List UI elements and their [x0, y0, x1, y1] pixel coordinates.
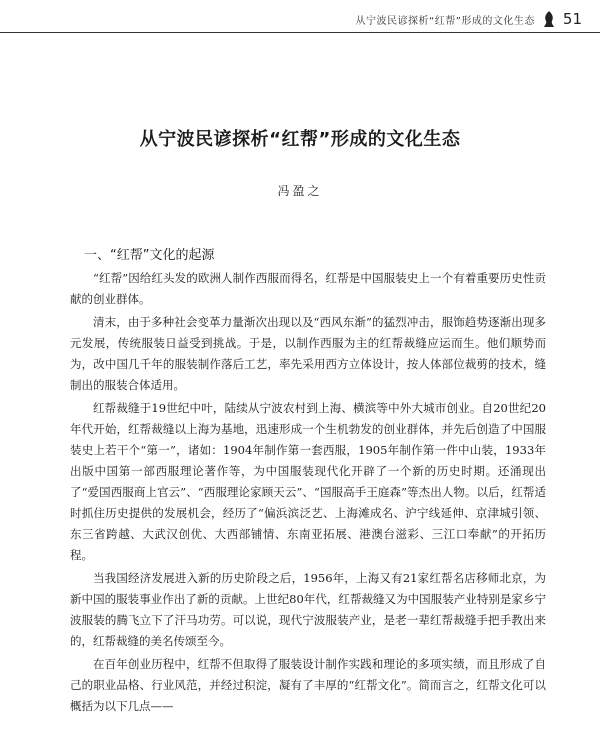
page-number: 51	[562, 10, 582, 28]
article-author: 冯盈之	[277, 184, 323, 198]
paragraph: 红帮裁缝于19世纪中叶，陆续从宁波农村到上海、横滨等中外大城市创业。自20世纪20年代开始，红帮裁缝以上海为基地，迅速形成一个生机勃发的创业群体，并先后创造了中国服装史上若干个“第一”，诸如：1904年制作第一套西服，1905年制作第一件中山装，1933年出版中国第一部西服理论著作等，为中国服装现代化开辟了一个新的历史时期。还涌现出了“爱国西服商上官云”、“西服理论家顾天云”、“国服高手王庭森”等杰出人物。以后，红帮适时抓住历史提供的发展机会，经历了“偏浜滨泛艺、上海滩成名、沪宁线延伸、京津城引领、东三省跨越、大武汉创优、大西部铺情、东南亚拓展、港澳台滋彩、三江口奉献”的开拓历程。	[70, 401, 546, 562]
header-rule	[0, 32, 600, 33]
paragraph: 当我国经济发展进入新的历史阶段之后，1956年，上海又有21家红帮名店移师北京，为新中国的服装事业作出了新的贡献。上世纪80年代，红帮裁缝又为中国服装产业特别是家乡宁波服装的腾飞立下了汗马功劳。可以说，现代宁波服装产业，是老一辈红帮裁缝手把手教出来的，红帮裁缝的美名传颂至今。	[70, 571, 546, 648]
article-title: 从宁波民谚探析“红帮”形成的文化生态	[139, 129, 461, 150]
running-header	[356, 10, 582, 28]
article-body	[70, 268, 546, 717]
section-heading: 一、“红帮”文化的起源	[84, 248, 215, 263]
page-ornament-icon	[543, 10, 555, 28]
paragraph: “红帮”因给红头发的欧洲人制作西服而得名，红帮是中国服装史上一个有着重要历史性贡献的创业群体。	[70, 271, 546, 306]
paragraph: 在百年创业历程中，红帮不但取得了服装设计制作实践和理论的多项实绩，而且形成了自己的职业品格、行业风范，并经过积淀，凝有了丰厚的“红帮文化”。简而言之，红帮文化可以概括为以下几点——	[70, 657, 546, 713]
running-title: 从宁波民谚探析“红帮”形成的文化生态	[355, 15, 535, 27]
paragraph: 清末，由于多种社会变革力量渐次出现以及“西风东渐”的猛烈冲击，服饰趋势逐渐出现多元发展，传统服装日益受到挑战。于是，以制作西服为主的红帮裁缝应运而生。他们顺势而为，改中国几千年的服装制作落后工艺，率先采用西方立体设计，按人体部位裁剪的技术，缝制出的服装合体适用。	[70, 315, 546, 392]
